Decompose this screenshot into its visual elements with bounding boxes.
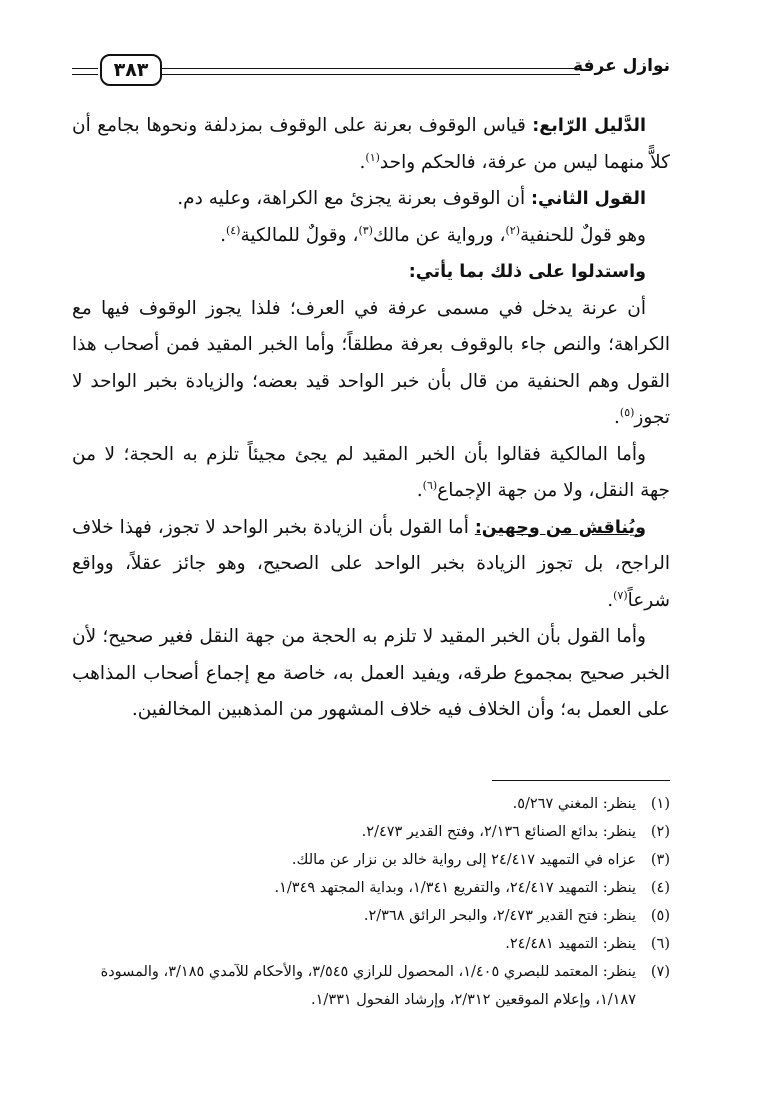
paragraph-discussion <box>72 510 670 620</box>
paragraph-attribution <box>72 218 670 255</box>
footnote-item <box>72 930 670 958</box>
footnote-separator <box>492 780 670 781</box>
footnote-ref-6[interactable]: (٦) <box>422 478 438 492</box>
fourth-evidence-label: الدَّليل الرّابع: <box>532 116 646 136</box>
second-opinion-text: أن الوقوف بعرنة يجزئ مع الكراهة، وعليه دم. <box>177 188 532 209</box>
footnote-item <box>72 846 670 874</box>
footnote-ref-4[interactable]: (٤) <box>225 223 241 237</box>
urana-argument-text: أن عرنة يدخل في مسمى عرفة في العرف؛ فلذا يجوز الوقوف فيها مع الكراهة؛ والنص جاء بالوقوف بعرفة مطلقاً؛ وأما الخبر المقيد فمن أصحاب هذا القول وهم الحنفية من قال بأن خبر الواحد قيد بعضه؛ والزيادة بخبر الواحد لا تجوز <box>72 297 670 428</box>
footnotes <box>72 790 670 1014</box>
footnote-number: (٥) <box>650 908 670 924</box>
paragraph-evidence-heading <box>72 254 670 291</box>
footnote-text: ينظر: التمهيد ٢٤/٤٨١. <box>505 936 636 952</box>
main-text <box>72 108 670 729</box>
attribution-end: . <box>220 224 226 246</box>
attribution-maliki: ، وقولٌ للمالكية <box>240 224 359 246</box>
urana-argument-end: . <box>614 407 620 428</box>
footnote-number: (٣) <box>650 852 670 868</box>
running-title: نوازل عرفة <box>573 56 670 76</box>
second-opinion-label: القول الثاني: <box>531 189 646 209</box>
footnote-item <box>72 818 670 846</box>
footnote-number: (٧) <box>650 964 670 980</box>
footnote-ref-5[interactable]: (٥) <box>619 405 635 419</box>
footnote-number: (٦) <box>650 936 670 952</box>
paragraph-fourth-evidence: الدَّليل الرّابع: قياس الوقوف بعرنة على الوقوف بمزدلفة ونحوها بجامع أن كلاًّ منهما ليس من عرفة، فالحكم واحد$^{(١)}$. <box>72 115 670 173</box>
footnote-number: (٤) <box>650 880 670 896</box>
page-number: ٣٨٣ <box>100 54 162 86</box>
fourth-evidence-text: قياس الوقوف بعرنة على الوقوف بمزدلفة ونحوها بجامع أن كلاًّ منهما ليس من عرفة، فالحكم واحد <box>72 115 670 173</box>
maliki-argument-end: . <box>416 480 423 501</box>
paragraph-maliki-argument <box>72 437 670 510</box>
footnote-ref-2[interactable]: (٢) <box>505 223 520 237</box>
footnote-ref-7[interactable]: (٧) <box>613 588 628 602</box>
footnote-ref-3[interactable]: (٣) <box>358 223 373 237</box>
paragraph-urana-argument <box>72 291 670 437</box>
footnote-ref-1[interactable]: (١) <box>365 150 380 164</box>
reply-text: وأما القول بأن الخبر المقيد لا تلزم به الحجة من جهة النقل فغير صحيح؛ لأن الخبر صحيح بمجموع طرقه، ويفيد العمل به، خاصة مع إجماع أصحاب المذاهب على العمل به؛ وأن الخلاف فيه خلاف المشهور من المذهبين المخالفين. <box>72 626 670 720</box>
header-rule-right <box>162 68 580 75</box>
footnote-item <box>72 874 670 902</box>
footnote-text: ينظر: المعتمد للبصري ١/٤٠٥، المحصول للرازي ٣/٥٤٥، والأحكام للآمدي ٣/١٨٥، والمسودة ١/١٨٧، وإعلام الموقعين ٢/٣١٢، وإرشاد الفحول ١/٣٣١. <box>100 964 636 1008</box>
paragraph-second-opinion <box>72 181 670 218</box>
footnote-item <box>72 902 670 930</box>
footnote-text: ينظر: فتح القدير ٢/٤٧٣، والبحر الرائق ٢/٣٦٨. <box>363 908 636 924</box>
header-rule-left <box>72 68 98 75</box>
footnote-number: (٢) <box>650 824 670 840</box>
footnote-text: عزاه في التمهيد ٢٤/٤١٧ إلى رواية خالد بن نزار عن مالك. <box>291 852 636 868</box>
footnote-text: ينظر: التمهيد ٢٤/٤١٧، والتفريع ١/٣٤١، وبداية المجتهد ١/٣٤٩. <box>274 880 636 896</box>
footnote-text: ينظر: المغني ٥/٢٦٧. <box>512 796 636 812</box>
discussion-end: . <box>607 589 614 611</box>
evidence-heading: واستدلوا على ذلك بما يأتي: <box>408 262 646 282</box>
attribution-malik: ، ورواية عن مالك <box>372 224 506 246</box>
footnote-text: ينظر: بدائع الصنائع ٢/١٣٦، وفتح القدير ٢/٤٧٣. <box>361 824 636 840</box>
footnote-item <box>72 790 670 818</box>
discussion-label: ويُناقش من وجهين: <box>474 517 646 538</box>
discussion-text: أما القول بأن الزيادة بخبر الواحد لا تجوز، فهذا خلاف الراجح، بل تجوز الزيادة بخبر الواحد على الصحيح، وهو جائز عقلاً، وواقع شرعاً <box>72 516 670 611</box>
footnote-item <box>72 958 670 1014</box>
page-header <box>72 52 670 90</box>
maliki-argument-text: وأما المالكية فقالوا بأن الخبر المقيد لم يجئ مجيئاً تلزم به الحجة؛ لا من جهة النقل، ولا من جهة الإجماع <box>72 443 670 501</box>
footnote-number: (١) <box>650 796 670 812</box>
paragraph-reply <box>72 619 670 729</box>
attribution-hanafi: وهو قولٌ للحنفية <box>520 224 646 246</box>
